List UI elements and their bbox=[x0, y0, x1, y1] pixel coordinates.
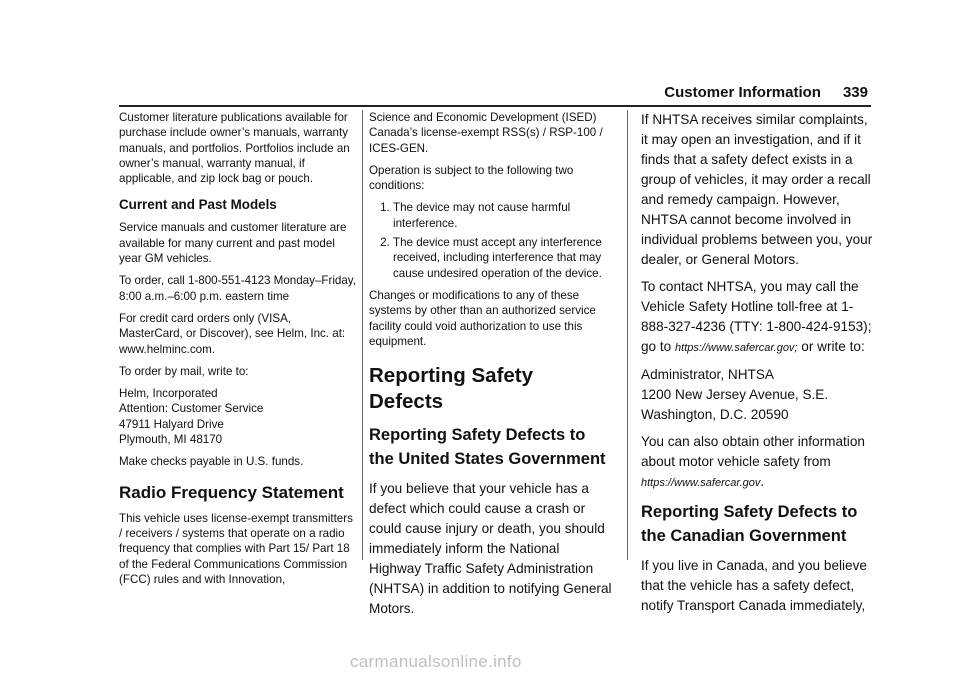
list-item: 2. The device must accept any interference received, including interference that may cause undesired operation of the device. bbox=[393, 235, 612, 281]
address-line: 47911 Halyard Drive bbox=[119, 417, 224, 431]
order-phone-paragraph: To order, call 1-800-551-4123 Monday–Friday, 8:00 a.m.–6:00 p.m. eastern time bbox=[119, 274, 356, 303]
mailing-address bbox=[119, 386, 358, 447]
modifications-paragraph: Changes or modifications to any of these systems by other than an authorized service facility could void authorization to use this equipment. bbox=[369, 288, 596, 348]
address-line: Washington, D.C. 20590 bbox=[641, 407, 789, 422]
column-divider-2 bbox=[627, 110, 628, 560]
column-1 bbox=[119, 110, 358, 594]
conditions-list bbox=[369, 200, 612, 280]
nhtsa-complaints-paragraph: If NHTSA receives similar complaints, it may open an investigation, and if it finds that a safety defect exists in a group of vehicles, it may order a recall and remedy campaign. However, NHTSA cannot become involved in individual problems between you, your dealer, or General Motors. bbox=[641, 112, 873, 267]
more-info-period: . bbox=[760, 474, 765, 489]
heading-current-past-models: Current and Past Models bbox=[119, 197, 277, 213]
contact-text-end: or write to: bbox=[801, 339, 865, 354]
safercar-link[interactable]: https://www.safercar.gov; bbox=[675, 342, 798, 354]
heading-reporting-us-government: Reporting Safety Defects to the United States Government bbox=[369, 426, 606, 469]
address-line: 1200 New Jersey Avenue, S.E. bbox=[641, 387, 829, 402]
section-title: Customer Information bbox=[664, 84, 821, 101]
order-mail-paragraph: To order by mail, write to: bbox=[119, 364, 249, 378]
radio-frequency-paragraph: This vehicle uses license-exempt transmitters / receivers / systems that operate on a radio frequency that complies with Part 15/ Part 18 of the Federal Communications Commission (FCC) rules and with Innovation, bbox=[119, 511, 353, 586]
watermark-text: carmanualsonline.info bbox=[350, 652, 522, 671]
page-number: 339 bbox=[842, 84, 868, 101]
more-info-paragraph bbox=[641, 432, 876, 493]
list-item: 1. The device may not cause harmful interference. bbox=[393, 200, 612, 231]
heading-radio-frequency: Radio Frequency Statement bbox=[119, 482, 344, 502]
nhtsa-address bbox=[641, 365, 876, 425]
contact-text: To contact NHTSA, you may call the Vehicle Safety Hotline toll-free at 1-888-327-4236 (TTY: 1-800-424-9153); go to bbox=[641, 279, 872, 354]
heading-reporting-safety-defects: Reporting Safety Defects bbox=[369, 364, 534, 414]
service-manuals-paragraph: Service manuals and customer literature are available for many current and past model year GM vehicles. bbox=[119, 221, 347, 266]
conditions-paragraph: Operation is subject to the following two conditions: bbox=[369, 163, 574, 193]
column-3 bbox=[641, 110, 876, 623]
address-line: Administrator, NHTSA bbox=[641, 367, 774, 382]
column-2 bbox=[369, 110, 612, 626]
column-divider-1 bbox=[362, 110, 363, 560]
heading-reporting-canadian-government: Reporting Safety Defects to the Canadian Government bbox=[641, 503, 858, 545]
header-rule bbox=[119, 105, 871, 107]
defect-paragraph: If you believe that your vehicle has a defect which could cause a crash or could cause injury or death, you should immediately inform the National Highway Traffic Safety Administration (NHTSA) in addition to notifying General Motors. bbox=[369, 481, 612, 617]
ised-paragraph: Science and Economic Development (ISED) Canada’s license-exempt RSS(s) / RSP-100 / ICES-GEN. bbox=[369, 111, 603, 155]
address-line: Attention: Customer Service bbox=[119, 402, 264, 416]
address-line: Plymouth, MI 48170 bbox=[119, 433, 223, 447]
safercar-link-2[interactable]: https://www.safercar.gov bbox=[641, 477, 761, 489]
address-line: Helm, Incorporated bbox=[119, 387, 218, 401]
more-info-text: You can also obtain other information about motor vehicle safety from bbox=[641, 434, 865, 469]
running-header bbox=[664, 84, 868, 101]
credit-card-paragraph: For credit card orders only (VISA, MasterCard, or Discover), see Helm, Inc. at: www.helminc.com. bbox=[119, 311, 346, 356]
contact-nhtsa-paragraph bbox=[641, 277, 876, 358]
literature-paragraph: Customer literature publications available for purchase include owner’s manuals, warranty manuals, and portfolios. Portfolios include an owner’s manual, warranty manual, if applicable, and zip lock bag or pouch. bbox=[119, 111, 350, 186]
checks-paragraph: Make checks payable in U.S. funds. bbox=[119, 455, 304, 469]
canada-paragraph: If you live in Canada, and you believe that the vehicle has a safety defect, notify Transport Canada immediately, bbox=[641, 558, 867, 613]
